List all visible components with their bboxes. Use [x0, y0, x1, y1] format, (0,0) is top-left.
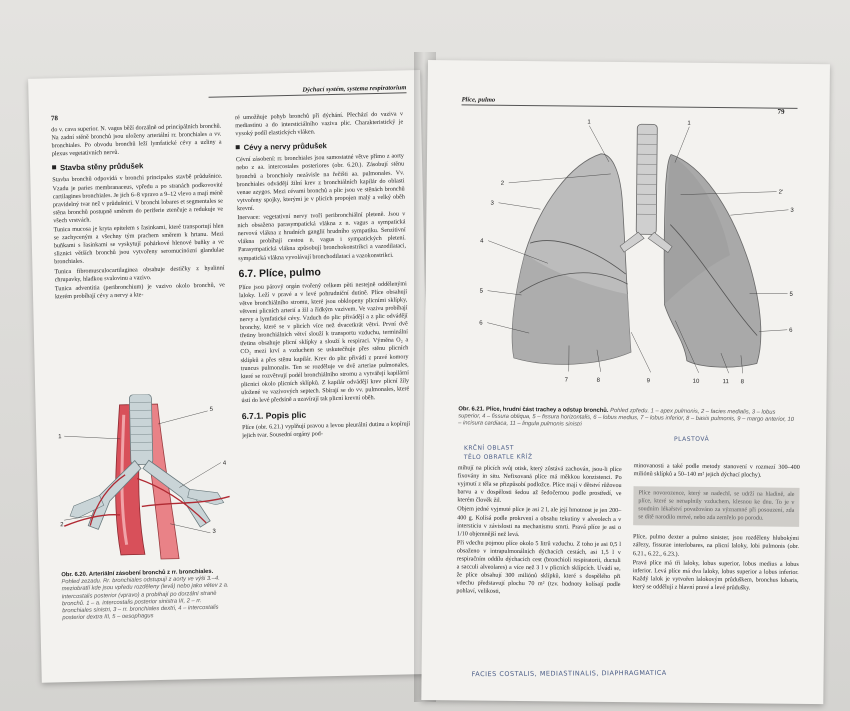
subsection-heading: 6.7.1. Popis plic [241, 409, 307, 422]
figure-label: 10 [692, 378, 700, 385]
paragraph: Pravá plíce má tři laloky, lobus superior, lobus medius a lobus inferior. Levá plíce má dva laloky, lobus superior a lobus inferior. Každý lalok je vytvořen lalokovým průduškem, bronchus lobaris, který se oddělují z hlavní pravé a levé průdušky. [632, 559, 799, 592]
paragraph: ré umožňuje pohyb bronchů při dýchání. Přechází do vaziva v mediastinu a do intersticiálního vaziva plic. Charakteristický je vysoký podíl elastických vláken. [234, 111, 404, 138]
lungs-illustration [458, 112, 811, 406]
figure-label: 3 [212, 528, 216, 535]
figure-label: 8 [596, 377, 601, 384]
figure-caption-6-21: Obr. 6.21. Plíce, hrudní část trachey a odstup bronchů. Pohled zpředu. 1 – apex pulmonis, 2 – facies medialis, 3 – lobus superior, 4 – fissura obliqua, 5 – fissura horizontalis, 6 – lobus medius, 7 – lobus inferior, 8 – basis pulmonis, 9 – margo anterior, 10 – incisura cardiaca, 11 – lingula pulmonis sinistri [458, 406, 795, 429]
figure-label: 5 [789, 291, 793, 298]
page-number-right: 79 [777, 107, 785, 116]
paragraph: Objem jedné vyjmuté plíce je asi 2 l, ale její hmotnost je jen 200–400 g. Kolísá podle prokrvení a obsahu tekutiny v alveolech a v intersticiu v závislosti na mechanismu smrti. Pravá plíce je asi o 1/10 objemnější než levá. [457, 506, 622, 538]
right-page [421, 60, 830, 704]
chapter-heading: 6.7. Plíce, pulmo [238, 265, 321, 280]
figure-label: 2 [500, 180, 505, 187]
figure-label: 2 [60, 522, 64, 529]
handwritten-note: TĚLO OBRATLE KŘÍŽ [463, 453, 533, 461]
figure-label: 2' [778, 189, 784, 196]
handwritten-note: FACIES COSTALIS, MEDIASTINALIS, DIAPHRAGMATICA [471, 668, 667, 679]
paragraph: Inervace: vegetativní nervy tvoří peribronchiální pleteně. Jsou v nich obsažena parasympatická vlákna z n. vagus a sympatická nervová vlákna z hrudních ganglií hrudního sympatiku. Senzitivní vlákna probíhají cestou n. vagus i sympatických pletení. Parasympatická vlákna způsobují bronchokonstrikci a vazodilataci, sympatická vlákna vyvolávají bronchodilataci a vazokonstrikci. [237, 211, 407, 262]
figure-label: 5 [209, 406, 214, 413]
left-page [28, 70, 434, 683]
page-number-left: 78 [50, 114, 59, 123]
paragraph: Stavba bronchů odpovídá v bronchi principales stavbě průdušnice. Vzadu je paries membranaceus, vpředu a po stranách podkovovité cartilagines bronchiales. Je jich 6–8 vpravo a 9–12 vlevo a mají méně pravidelný tvar než v průdušnici. V bronchi lobares et segmentales se stěna bronchů postupně směrem do periferie ztenčuje a redukuje ve všech vrstvách. [52, 173, 224, 225]
paragraph: Plíce, pulmo dexter a pulmo sinister, jsou rozděleny hlubokými zářezy, fissurae interlobares, na plicní laloky, lobi pulmonis (obr. 6.21., 6.22., 6.23.). [632, 534, 800, 558]
right-column-2 [632, 462, 799, 594]
left-column-1 [51, 123, 225, 303]
figure-label: 1 [687, 120, 691, 127]
running-head-left: Dýchací systém, systema respiratorium [208, 84, 406, 97]
handwritten-note: PLASTOVÁ [674, 435, 710, 443]
figure-label: 3 [790, 207, 794, 214]
square-bullet-icon [236, 145, 240, 149]
handwritten-note: KRČNÍ OBLAST [463, 444, 515, 452]
figure-label: 4 [480, 238, 484, 245]
figure-label: 7 [564, 377, 569, 384]
running-head-right: Plíce, pulmo [462, 96, 798, 109]
right-column-1 [456, 464, 621, 598]
paragraph: Plíce (obr. 6.21.) vyplňují pravou a levou pleurální dutinu a kopírují jejich tvar. Sousední orgány pod- [242, 421, 411, 440]
figure-label: 4 [222, 460, 227, 467]
paragraph: Tunica mucosa je kryta epitelem s řasinkami, které transportují hlen se zachyceným a všechny tým prachem směrem k hrtanu. Mezi buňkami s řasinkami se vyskytují pohárkové hlenové buňky a ve sliznici větších bronchů jsou vytvořeny seromucinózní glandulae bronchiales. [53, 223, 225, 266]
section-heading: Stavba stěny průdušek [52, 161, 222, 173]
figure-label: 5 [479, 288, 483, 295]
figure-label: 6 [789, 327, 793, 334]
figure-label: 1 [587, 119, 591, 126]
square-bullet-icon [52, 166, 56, 170]
figure-label: 6 [479, 320, 483, 327]
figure-caption-6-20: Obr. 6.20. Arteriální zásobení bronchů z rr. bronchiales. Pohled zezadu. Rr. bronchiales odstupují z aorty ve výši 3.–4. meziobratlí kde jsou vpředu rozděleny (levá) nebo jako větev z a. intercostalis posterior (vpravo) a probíhají po dorzální straně bronchů. 1 – a. intercostalis posterior sinistra III, 2 – rr. bronchiales sinistri, 3 – rr. bronchiales dextri, 4 – intercostalis posterior dextra III, 5 – oesophagus [61, 568, 229, 622]
paragraph: Tunica fibromusculocartilaginea obsahuje destičky z hyalinní chrupavky, hladkou svalovinu a vazivo. [54, 264, 225, 283]
paragraph: Plíce jsou párový orgán tvořený celkem pěti nestejně oddělenými laloky. Leží v pravé a v levé pohrudniční dutině. Plíce obsahují větve bronchiálního stromu, které jsou obklopeny plicními sklípky, větveni plicních arterií a žil a řídkým vazivem. Ve vazivu probíhají nervy a lymfatické cévy. Vzduch do plic přivádějí a z plic odvádějí bronchy, které se v plicích více než dvacetkrát větví. První dvě třetiny bronchiálních větví slouží k transportu vzduchu, terminální třetina obsahuje plicní sklípky a slouží k respiraci. Výměna O₂ a CO₂ mezi krví a vzduchem se uskutečňuje přes stěnu plicních sklípků a přes stěnu kapilár. Krev do plic přivádí z pravé komory truncus pulmonalis. Ten se rozděluje ve dvě arteriae pulmonales, které se rozvětvují podél bronchiálního stromu a vytvářejí kapilární plicnici okolo plicních sklípků. Z kapilár odvádějí krev plicní žíly uložené ve vazivových septech. Sbírají se do vv. pulmonales, které ústí do levé předsíně a uzavírají tak plicní krevní oběh. [238, 281, 410, 405]
section-heading: Cévy a nervy průdušek [236, 141, 404, 153]
figure-label: 3 [490, 200, 494, 207]
figure-label: 8 [740, 379, 745, 386]
figure-label: 9 [646, 378, 651, 385]
figure-label: 1 [58, 434, 62, 441]
paragraph: Cévní zásobení: rr. bronchiales jsou samostatné větve přímo z aorty nebo z aa. intercostales posteriores (obr. 6.20.). Zásobují stěnu bronchů a bronchioly nezávisle na řečišti aa. pulmonales. Vv. bronchiales odvádějí žilní krev z bronchiálních kapilár do oblasti venae azygos. Mezi cévami bronchů a plic jsou ve stěnách bronchů vytvořeny spojky, kterými je v plicích propojen malý a velký oběh krevní. [235, 153, 405, 213]
left-column-2 [235, 110, 410, 441]
paragraph: Při vdechu pojmou plíce okolo 5 litrů vzduchu. Z toho je asi 0,5 l obsaženo v intrapulmonálních dýchacích cestách, asi 1,5 l v respiračním oddílu dýchacích cest (bronchioli respiratorii, ductuli a sacculi alveolares) a více než 3 l v plicních sklípcích. Uvádí se, že plíce obsahují 300 miliónů sklípků, které s dospělého při vdechu představují plochu 70 m² (tzv. hodnoty kolísají podle pohlaví, velikosti, [456, 540, 621, 596]
paragraph: Tunica adventitia (peribronchium) je vazivo okolo bronchů, ve kterém probíhají cévy a nervy a kte- [54, 282, 225, 301]
highlight-box: Plíce novorozence, který se nadechl, se udrží na hladině, ale plíce, které se nenaplnily vzduchem, klesnou ke dnu. To je v soudním lékařství považováno za významné při posouzení, zda se dítě narodilo mrtvé, nebo zda zemřelo po porodu. [633, 486, 799, 527]
paragraph: do v. cava superior. N. vagus běží dorzálně od principálních bronchů. Na zadní stěně bronchů jsou uloženy arteriální rr. bronchiales a vv. bronchiales. Po obvodu bronchů leží lymfatické cévy a uzliny a plexus vegetativních nervů. [51, 123, 222, 158]
figure-label: 11 [722, 379, 729, 386]
paragraph: minovanosti a také podle metody stanovení v rozmezí 300–400 miliónů sklípků a 50–140 m² jejich dýchací plochy). [633, 463, 800, 479]
paragraph: mihují na plicích svůj otisk, který zůstává zachován, jsou-li plíce fixovány in situ. Nefixovaná plíce má měkkou konzistenci. Po vyjmutí z těla se přizpůsobí podložce. Plíce mají v dětství růžovou barvu a v dospělosti šedou až šedočernou podle prostředí, ve kterém člověk žil. [457, 465, 622, 505]
bronchial-arteries-illustration [57, 392, 233, 566]
